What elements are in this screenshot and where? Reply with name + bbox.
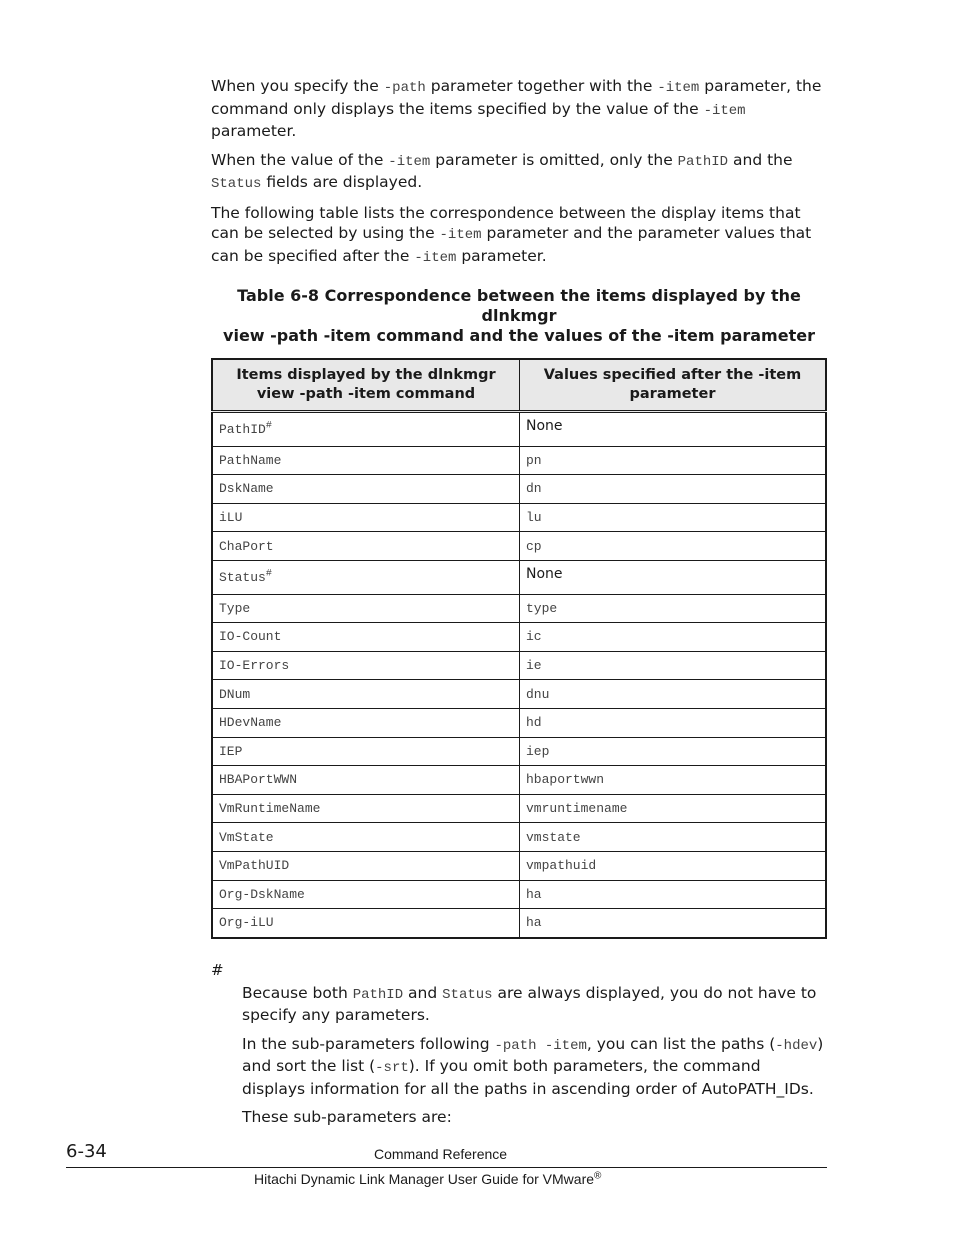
footnote-paragraph-1: Because both PathID and Status are always displayed, you do not have to specify any parameters. [242, 983, 817, 1025]
table-row: ChaPort cp [212, 532, 826, 561]
table-row: DskName dn [212, 475, 826, 504]
footnote [211, 961, 827, 1128]
table-row: PathID# None [212, 412, 826, 447]
table-row: Org-DskName ha [212, 880, 826, 909]
table-row: PathName pn [212, 446, 826, 475]
intro-paragraph-3: The following table lists the correspondence between the display items that can be selected by using the -item parameter and the parameter values that can be specified after the -item parameter. [211, 203, 812, 266]
page-number: 6-34 [66, 1141, 107, 1162]
table-row: Type type [212, 594, 826, 623]
intro-paragraph-2: When the value of the -item parameter is omitted, only the PathID and the Status fields are displayed. [211, 150, 793, 192]
table-row: DNum dnu [212, 680, 826, 709]
footnote-paragraph-2: In the sub-parameters following -path -item, you can list the paths (-hdev) and sort the list (-srt). If you omit both parameters, the command displays information for all the paths in ascending order of AutoPATH_IDs. [242, 1034, 824, 1098]
footnote-paragraph-3: These sub-parameters are: [242, 1108, 452, 1127]
table-row: HBAPortWWN hbaportwwn [212, 766, 826, 795]
footer-guide-title: Hitachi Dynamic Link Manager User Guide for VMware® [254, 1170, 602, 1187]
footnote-marker: # [211, 960, 224, 979]
table-row: iLU lu [212, 503, 826, 532]
table-row: Status# None [212, 560, 826, 594]
table-row: VmPathUID vmpathuid [212, 851, 826, 880]
footer-section-title: Command Reference [374, 1146, 508, 1162]
table-row: IO-Count ic [212, 623, 826, 652]
table-row: IEP iep [212, 737, 826, 766]
table-header-items: Items displayed by the dlnkmgr view -path -item command [212, 359, 520, 412]
intro-paragraph-1: When you specify the -path parameter together with the -item parameter, the command only displays the items specified by the value of the -item parameter. [211, 77, 822, 140]
items-parameter-table [211, 358, 827, 939]
table-caption: Table 6-8 Correspondence between the items displayed by the dlnkmgr view -path -item command and the values of the -item parameter [223, 286, 815, 345]
footnote-body [242, 983, 827, 1128]
table-row: HDevName hd [212, 708, 826, 737]
table-row: VmState vmstate [212, 823, 826, 852]
table-row: Org-iLU ha [212, 909, 826, 938]
footer-divider [66, 1167, 827, 1168]
page-content [211, 76, 827, 1136]
table-header-values: Values specified after the -item parameter [520, 359, 827, 412]
table-row: VmRuntimeName vmruntimename [212, 794, 826, 823]
table-row: IO-Errors ie [212, 651, 826, 680]
